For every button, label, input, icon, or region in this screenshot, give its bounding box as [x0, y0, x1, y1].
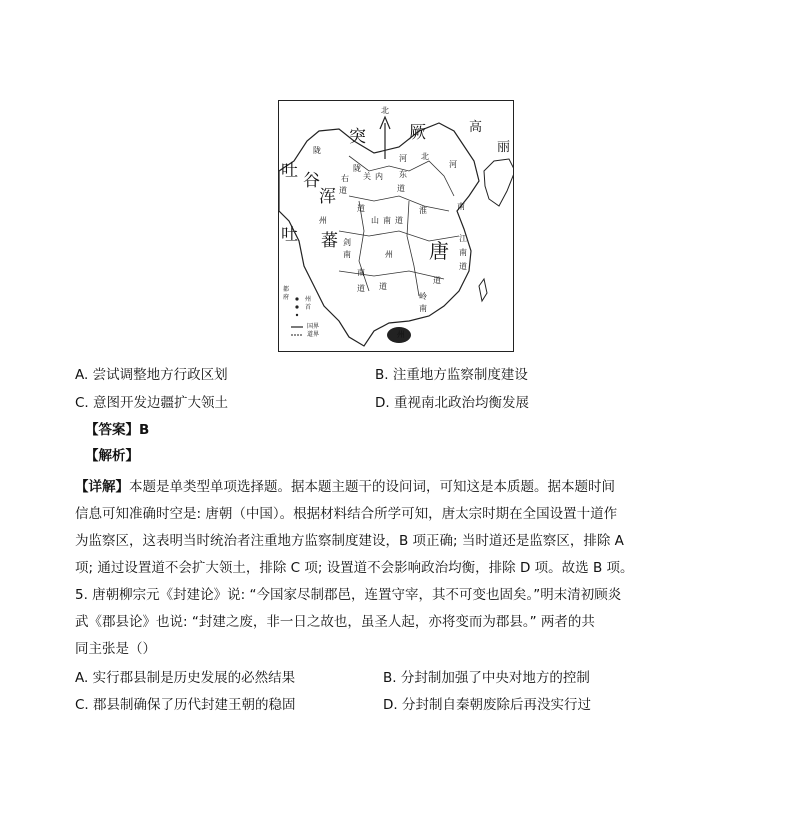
- region-tubo-2: 蕃: [321, 231, 338, 251]
- map-label: 道: [357, 284, 365, 293]
- map-label: 道: [433, 276, 441, 285]
- legend-item: 州: [305, 296, 312, 303]
- region-long: 陇: [313, 146, 321, 155]
- map-label: 江: [459, 234, 467, 243]
- map-label: 南: [383, 216, 391, 225]
- q5-option-b: B. 分封制加强了中央对地方的控制: [383, 670, 590, 686]
- map-label: 南: [419, 304, 427, 313]
- map-label: 道: [379, 282, 387, 291]
- region-tuyuhun-3: 浑: [319, 187, 336, 207]
- q5-line: 5. 唐朝柳宗元《封建论》说: “今国家尽制郡邑，连置守宰，其不可变也固矣。”明末清初顾炎: [75, 587, 622, 603]
- q5-option-c: C. 郡县制确保了历代封建王朝的稳固: [75, 697, 296, 713]
- map-label: 州: [385, 250, 393, 259]
- detail-label: 【详解】: [75, 479, 129, 495]
- map-label: 北: [421, 152, 429, 161]
- map-label: 岭: [419, 292, 427, 301]
- map-label: 河: [399, 154, 407, 163]
- region-tang: 唐: [429, 239, 449, 263]
- map-outline: [279, 101, 514, 352]
- answer-label: 【答案】: [85, 422, 139, 438]
- legend-item: 国界: [307, 323, 320, 330]
- legend-item: 都: [283, 286, 290, 293]
- map-label: 东: [399, 170, 407, 179]
- q4-option-a: A. 尝试调整地方行政区划: [75, 367, 228, 383]
- map-label: 道: [459, 262, 467, 271]
- map-label: 内: [375, 172, 383, 181]
- answer-line: [85, 420, 149, 440]
- map-label: 州: [319, 216, 327, 225]
- map-label: 道: [397, 184, 405, 193]
- q4-option-d: D. 重视南北政治均衡发展: [375, 395, 529, 411]
- map-label: 关: [363, 172, 371, 181]
- region-tubo-1: 吐: [281, 225, 298, 245]
- detail-line: 信息可知准确时空是: 唐朝（中国）。根据材料结合所学可知，唐太宗时期在全国设置十道作: [75, 506, 618, 522]
- detail-line: 为监察区，这表明当时统治者注重地方监察制度建设，B 项正确; 当时道还是监察区，排除 A: [75, 533, 624, 549]
- detail-line: [75, 474, 720, 501]
- legend-item: 首: [305, 304, 312, 311]
- map-label: 淮: [419, 206, 427, 215]
- detail-text: 本题是单类型单项选择题。据本题主题干的设问词，可知这是本质题。据本题时间: [129, 479, 615, 495]
- map-label: 右: [341, 174, 349, 183]
- q5-line: 武《郡县论》也说: “封建之废，非一日之故也，虽圣人起，亦将变而为郡县。” 两者的共: [75, 614, 595, 630]
- legend-item: 府: [283, 294, 290, 301]
- q5-stem: [75, 582, 720, 663]
- map-label: 剑: [343, 238, 351, 247]
- q5-option-a: A. 实行郡县制是历史发展的必然结果: [75, 670, 296, 686]
- tang-dynasty-map: [278, 100, 514, 352]
- map-label: 道: [395, 216, 403, 225]
- region-gaoli-2: 丽: [497, 140, 511, 155]
- q5-line: 同主张是（）: [75, 641, 156, 657]
- detail-line: 项; 通过设置道不会扩大领土，排除 C 项; 设置道不会影响政治均衡，排除 D 项。故选 B 项。: [75, 560, 634, 576]
- analysis-label: 【解析】: [85, 448, 139, 464]
- map-label: 南: [357, 268, 365, 277]
- map-label: 南: [343, 250, 351, 259]
- region-tuyuhun-1: 吐: [281, 161, 298, 181]
- q4-option-b: B. 注重地方监察制度建设: [375, 367, 528, 383]
- region-tujue-1: 突: [349, 127, 366, 147]
- map-label: 道: [339, 186, 347, 195]
- detail-paragraph: [75, 474, 720, 582]
- map-label: 河: [449, 160, 457, 169]
- region-tuyuhun-2: 谷: [303, 171, 320, 191]
- map-label: 州: [397, 330, 405, 339]
- answer-value: B: [139, 422, 150, 438]
- legend-item: 道界: [307, 331, 320, 338]
- region-gaoli-1: 高: [469, 120, 483, 135]
- map-label: 南: [459, 248, 467, 257]
- map-label: 山: [371, 216, 379, 225]
- q4-option-c: C. 意图开发边疆扩大领土: [75, 395, 229, 411]
- north-label: 北: [381, 106, 389, 115]
- q5-option-d: D. 分封制自秦朝废除后再没实行过: [383, 697, 591, 713]
- map-label: 陇: [353, 164, 361, 173]
- region-tujue-2: 厥: [409, 123, 426, 143]
- map-label: 道: [357, 204, 365, 213]
- map-label: 南: [457, 202, 465, 211]
